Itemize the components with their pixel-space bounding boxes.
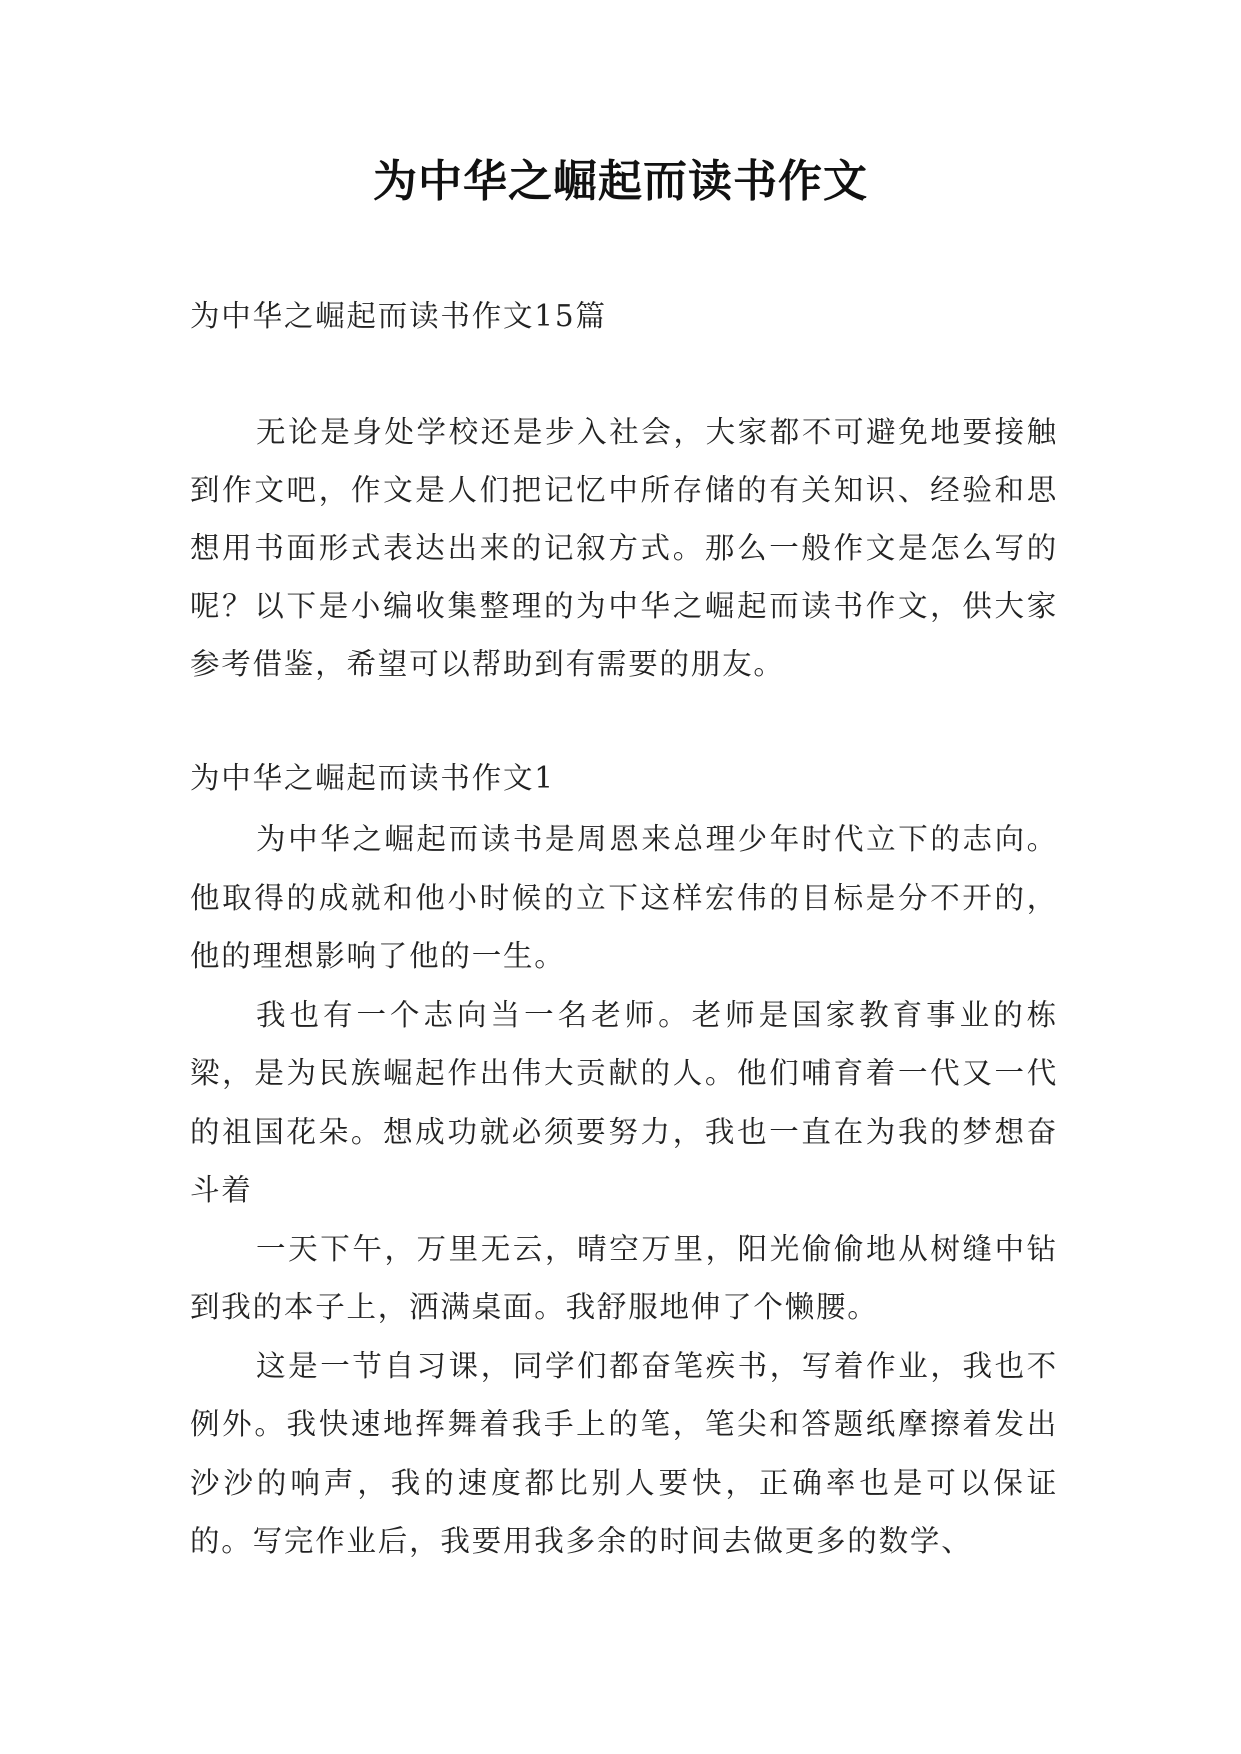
document-subtitle: 为中华之崛起而读书作文15篇 [190, 299, 607, 333]
essay-paragraph: 这是一节自习课，同学们都奋笔疾书，写着作业，我也不例外。我快速地挥舞着我手上的笔，笔尖和答题纸摩擦着发出沙沙的响声，我的速度都比别人要快，正确率也是可以保证的。写完作业后，我要用我多余的时间去做更多的数学、 [190, 1348, 1058, 1558]
essay-paragraph: 一天下午，万里无云，晴空万里，阳光偷偷地从树缝中钻到我的本子上，洒满桌面。我舒服地伸了个懒腰。 [190, 1231, 1058, 1324]
intro-paragraph: 无论是身处学校还是步入社会，大家都不可避免地要接触到作文吧，作文是人们把记忆中所存储的有关知识、经验和思想用书面形式表达出来的记叙方式。那么一般作文是怎么写的呢？以下是小编收集整理的为中华之崛起而读书作文，供大家参考借鉴，希望可以帮助到有需要的朋友。 [190, 415, 1058, 681]
essay-paragraph: 为中华之崛起而读书是周恩来总理少年时代立下的志向。他取得的成就和他小时候的立下这样宏伟的目标是分不开的，他的理想影响了他的一生。 [190, 822, 1058, 973]
document-title: 为中华之崛起而读书作文 [373, 156, 868, 207]
section-heading: 为中华之崛起而读书作文1 [190, 761, 555, 795]
essay-body [190, 810, 1058, 1571]
essay-paragraph: 我也有一个志向当一名老师。老师是国家教育事业的栋梁，是为民族崛起作出伟大贡献的人。他们哺育着一代又一代的祖国花朵。想成功就必须要努力，我也一直在为我的梦想奋斗着 [190, 997, 1058, 1207]
